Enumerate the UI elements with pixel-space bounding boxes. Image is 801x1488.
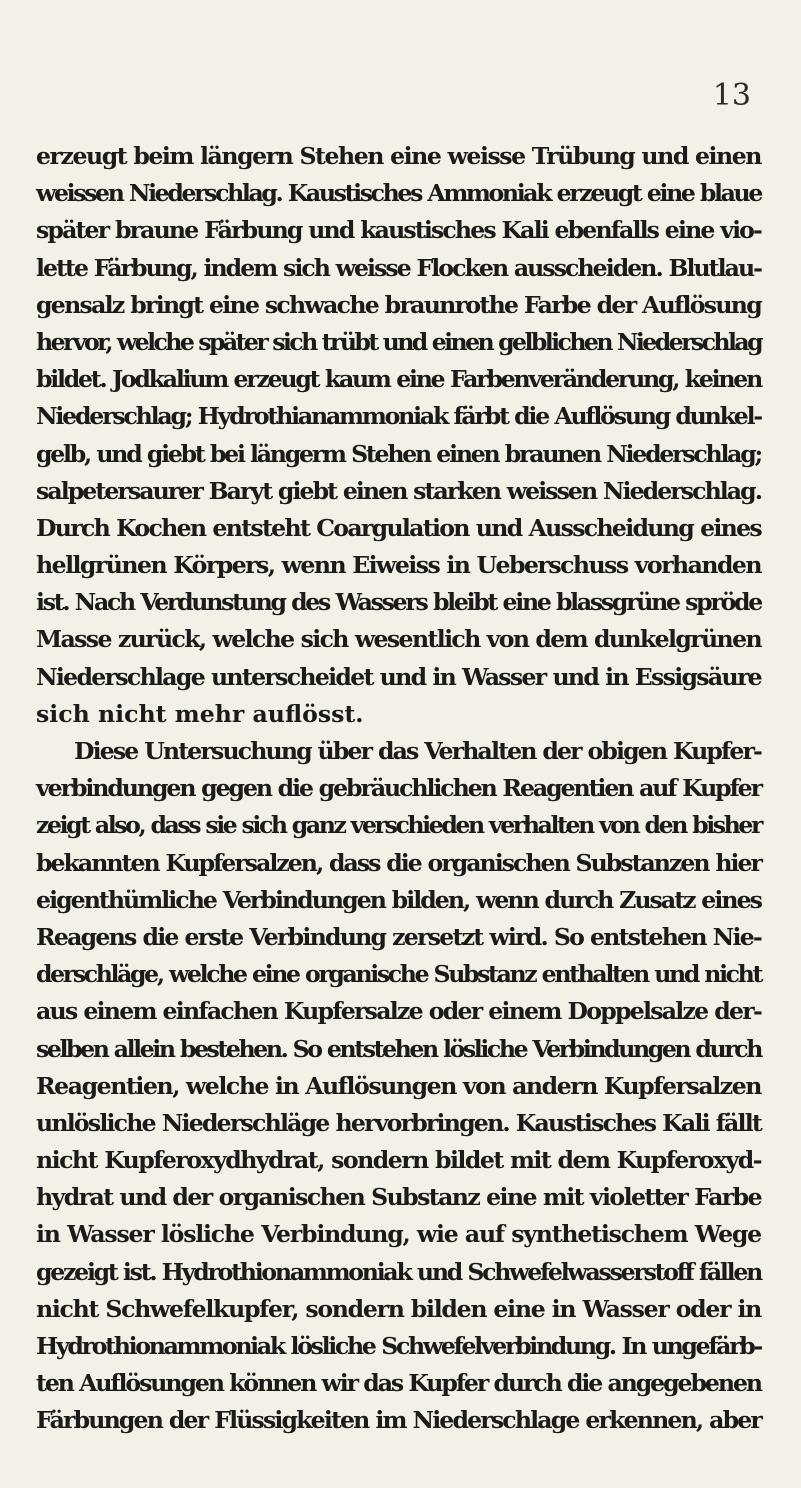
- text-line: gelb, und giebt bei längerm Stehen einen braunen Niederschlag;: [36, 439, 761, 468]
- text-line: ist. Nach Verdunstung des Wassers bleibt eine blassgrüne spröde: [36, 588, 761, 617]
- text-line: erzeugt beim längern Stehen eine weisse Trübung und einen: [36, 142, 761, 170]
- text-line: nicht Schwefelkupfer, sondern bilden eine in Wasser oder in: [36, 1294, 761, 1323]
- text-line: Durch Kochen entsteht Coargulation und Ausscheidung eines: [36, 513, 761, 542]
- text-line: Hydrothionammoniak lösliche Schwefelverbindung. In ungefärb-: [36, 1332, 761, 1360]
- text-line: salpetersaurer Baryt giebt einen starken weissen Niederschlag.: [36, 476, 761, 505]
- text-line: Färbungen der Flüssigkeiten im Niederschlage erkennen, aber: [36, 1406, 761, 1435]
- text-line-paragraph-start: Diese Untersuchung über das Verhalten der obigen Kupfer-: [74, 737, 761, 765]
- text-line: zeigt also, dass sie sich ganz verschieden verhalten von den bisher: [36, 811, 761, 840]
- text-line: gensalz bringt eine schwache braunrothe Farbe der Auflösung: [36, 290, 761, 319]
- text-line: verbindungen gegen die gebräuchlichen Reagentien auf Kupfer: [36, 774, 761, 803]
- text-line: selben allein bestehen. So entstehen lösliche Verbindungen durch: [36, 1034, 761, 1063]
- text-line: nicht Kupferoxydhydrat, sondern bildet mit dem Kupferoxyd-: [36, 1146, 761, 1175]
- text-line: hydrat und der organischen Substanz eine mit violetter Farbe: [36, 1183, 761, 1212]
- text-line: Reagentien, welche in Auflösungen von andern Kupfersalzen: [36, 1071, 761, 1100]
- text-line: bekannten Kupfersalzen, dass die organischen Substanzen hier: [36, 848, 761, 877]
- text-line: ten Auflösungen können wir das Kupfer durch die angegebenen: [36, 1369, 761, 1398]
- text-line: Niederschlage unterscheidet und in Wasser und in Essigsäure: [36, 662, 761, 691]
- text-line: hellgrünen Körpers, wenn Eiweiss in Ueberschuss vorhanden: [36, 551, 761, 580]
- text-line: derschläge, welche eine organische Substanz enthalten und nicht: [36, 960, 761, 989]
- text-line: Masse zurück, welche sich wesentlich von dem dunkelgrünen: [36, 625, 761, 654]
- text-line: in Wasser lösliche Verbindung, wie auf synthetischem Wege: [36, 1220, 761, 1249]
- text-line: später braune Färbung und kaustisches Kali ebenfalls eine vio-: [36, 216, 761, 245]
- text-line: gezeigt ist. Hydrothionammoniak und Schwefelwasserstoff fällen: [36, 1257, 761, 1286]
- text-line-paragraph-end: sich nicht mehr auflösst.: [36, 699, 364, 728]
- text-line: lette Färbung, indem sich weisse Flocken ausscheiden. Blutlau-: [36, 253, 761, 282]
- text-line: hervor, welche später sich trübt und einen gelblichen Niederschlag: [36, 327, 761, 356]
- text-line: eigenthümliche Verbindungen bilden, wenn durch Zusatz eines: [36, 885, 761, 914]
- text-line: Niederschlag; Hydrothianammoniak färbt die Auflösung dunkel-: [36, 402, 761, 431]
- text-line: unlösliche Niederschläge hervorbringen. Kaustisches Kali fällt: [36, 1108, 761, 1137]
- text-line: Reagens die erste Verbindung zersetzt wird. So entstehen Nie-: [36, 922, 761, 951]
- text-line: aus einem einfachen Kupfersalze oder einem Doppelsalze der-: [36, 997, 761, 1026]
- body-text: [36, 138, 761, 1440]
- text-line: bildet. Jodkalium erzeugt kaum eine Farbenveränderung, keinen: [36, 365, 761, 394]
- page-number: 13: [712, 78, 751, 113]
- text-line: weissen Niederschlag. Kaustisches Ammoniak erzeugt eine blaue: [36, 179, 761, 208]
